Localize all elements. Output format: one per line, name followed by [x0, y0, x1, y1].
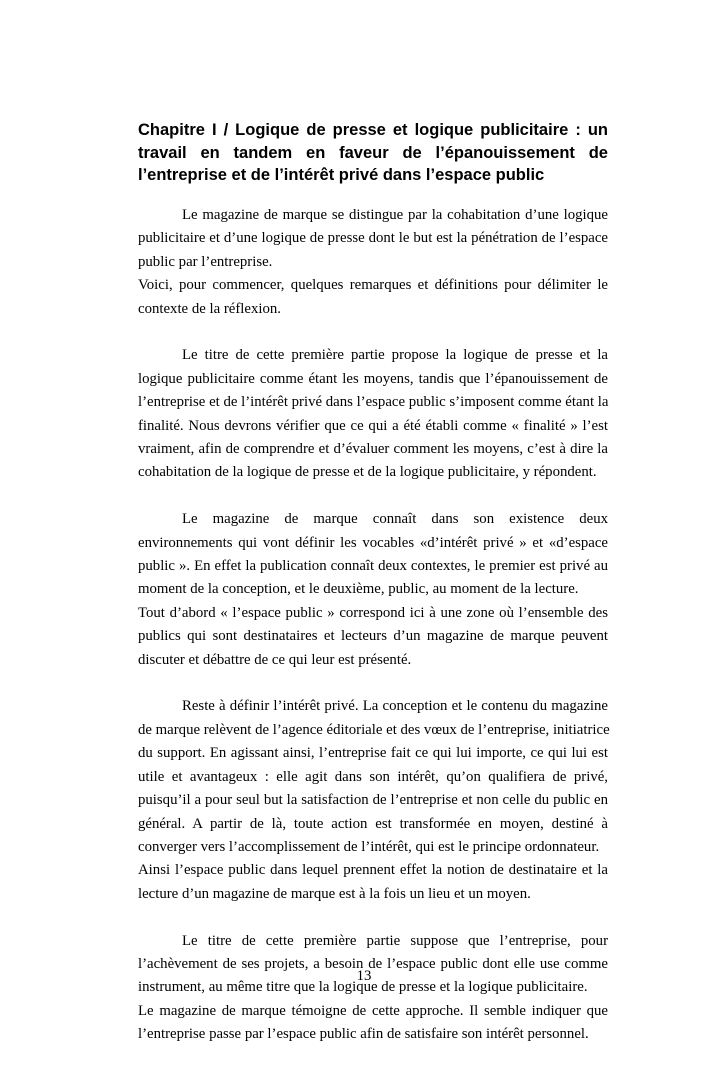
- paragraph: [138, 344, 608, 484]
- paragraph: [138, 1000, 608, 1047]
- text-line: converger vers l’accomplissement de l’intérêt, qui est le principe ordonnateur.: [138, 838, 600, 855]
- text-line: Le magazine de marque se distingue par la cohabitation d’une logique: [182, 207, 608, 223]
- text-line: logique publicitaire comme étant les moyens, tandis que l’épanouissement de: [138, 370, 608, 387]
- text-line: Le magazine de marque connaît dans son existence deux: [182, 511, 608, 528]
- text-line: publicitaire et d’une logique de presse dont le but est la pénétration de l’espace: [138, 230, 608, 247]
- text-line: Reste à définir l’intérêt privé. La conception et le contenu du magazine: [182, 698, 608, 715]
- text-line: moment de la conception, et le deuxième, public, au moment de la lecture.: [138, 581, 579, 598]
- text-line: l’entreprise passe par l’espace public afin de satisfaire son intérêt personnel.: [138, 1026, 589, 1043]
- text-line: du support. En agissant ainsi, l’entreprise fait ce qui lui importe, ce qui lui est: [138, 745, 608, 762]
- text-line: utile et avantageux : elle agit dans son intérêt, qu’on qualifiera de privé,: [138, 768, 608, 785]
- text-line: l’entreprise et de l’intérêt privé dans l’espace public s’imposent comme étant la: [138, 394, 609, 411]
- page-number: 13: [356, 968, 372, 984]
- text-line: vraiment, afin de comprendre et d’évaluer comment les moyens, c’est à dire la: [138, 441, 608, 458]
- title-line: travail en tandem en faveur de l’épanouissement de: [138, 143, 608, 162]
- paragraph: [138, 859, 608, 906]
- paragraph: [138, 508, 608, 602]
- text-line: cohabitation de la logique de presse et de la logique publicitaire, y répondent.: [138, 464, 597, 481]
- text-line: Tout d’abord « l’espace public » correspond ici à une zone où l’ensemble des: [138, 604, 608, 621]
- paragraph: [138, 602, 608, 672]
- paragraph: [138, 695, 608, 859]
- paragraph: [138, 204, 608, 274]
- paragraph: [138, 930, 608, 1000]
- title-line: Chapitre I / Logique de presse et logique publicitaire : un: [138, 121, 608, 139]
- text-line: publics qui sont destinataires et lecteurs d’un magazine de marque peuvent: [138, 628, 608, 645]
- text-line: de marque relèvent de l’agence éditoriale et des vœux de l’entreprise, initiatrice: [138, 721, 610, 738]
- chapter-title: [138, 119, 608, 187]
- text-line: Le titre de cette première partie propose la logique de presse et la: [182, 347, 608, 364]
- text-line: lecture d’un magazine de marque est à la fois un lieu et un moyen.: [138, 885, 531, 902]
- text-line: environnements qui vont définir les vocables «d’intérêt privé » et «d’espace: [138, 534, 608, 551]
- text-line: l’achèvement de ses projets, a besoin de l’espace public dont elle use comme: [138, 955, 608, 972]
- text-line: public par l’entreprise.: [138, 253, 273, 270]
- text-line: général. A partir de là, toute action est transformée en moyen, destiné à: [138, 815, 608, 832]
- text-line: Le titre de cette première partie suppose que l’entreprise, pour: [182, 932, 608, 949]
- text-line: Voici, pour commencer, quelques remarques et définitions pour délimiter le: [138, 277, 608, 294]
- text-line: instrument, au même titre que la logique de presse et la logique publicitaire.: [138, 979, 588, 996]
- text-line: discuter et débattre de ce qui leur est présenté.: [138, 651, 412, 668]
- text-line: puisqu’il a pour seul but la satisfaction de l’entreprise et non celle du public en: [138, 792, 608, 809]
- text-line: public ». En effet la publication connaît deux contextes, le premier est privé au: [138, 558, 608, 575]
- paragraph: [138, 274, 608, 321]
- text-line: Le magazine de marque témoigne de cette approche. Il semble indiquer que: [138, 1002, 608, 1019]
- text-line: finalité. Nous devrons vérifier que ce qui a été établi comme « finalité » l’est: [138, 417, 608, 434]
- title-line: l’entreprise et de l’intérêt privé dans l’espace public: [138, 166, 545, 184]
- text-line: contexte de la réflexion.: [138, 300, 281, 317]
- body-text: [138, 204, 608, 1070]
- text-line: Ainsi l’espace public dans lequel prennent effet la notion de destinataire et la: [138, 862, 608, 879]
